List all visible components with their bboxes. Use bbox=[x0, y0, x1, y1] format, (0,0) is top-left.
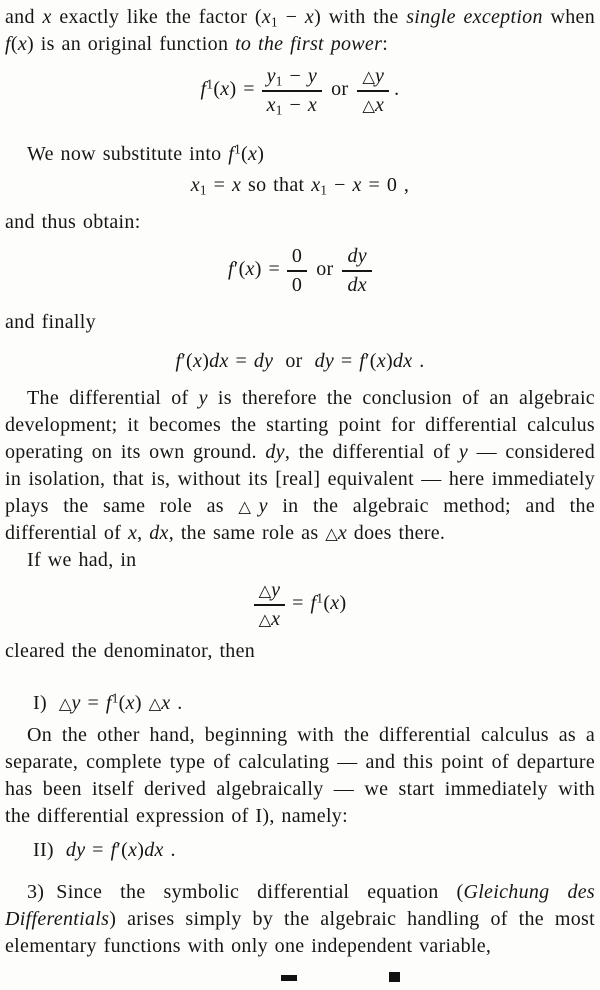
fraction-denominator: △x bbox=[362, 94, 385, 117]
fraction-denominator: 0 bbox=[291, 274, 303, 297]
paragraph-thus-obtain: and thus obtain: bbox=[5, 210, 141, 233]
equation-differential-dy: f′(x)dx = dy or dy = f′(x)dx . bbox=[175, 349, 425, 372]
fraction-dy-dx bbox=[342, 244, 371, 297]
scan-artifact-next-line-fragment bbox=[281, 975, 297, 981]
fraction-delta-ratio bbox=[254, 578, 286, 631]
equation-I: I) △y = $f^1(x)$ △x . bbox=[33, 690, 183, 715]
math-rhs: = $f^1(x)$ bbox=[285, 589, 347, 614]
paragraph-differential-of-y: The differential of y is therefore the conclusion of an algebraic development; it becomes the starting point for differential calculus operating on its own ground. dy, the differential of y — considered in isolation, that is, without its [real] equivalent — here immediately plays the same role as △y in the algebraic method; and the differential of x, dx, the same role as △x does there. bbox=[5, 386, 596, 544]
paragraph-point-3: 3) Since the symbolic differential equation (Gleichung des Differentials) arises simply by the algebraic handling of the most elementary functions with only one independent variable, bbox=[5, 881, 595, 958]
fraction-numerator: 0 bbox=[287, 244, 307, 272]
period-mark: . bbox=[394, 77, 400, 100]
fraction-finite-difference bbox=[262, 64, 322, 117]
math-lhs: f′(x) = bbox=[228, 257, 287, 280]
math-lhs: $f^1(x)$ = bbox=[200, 76, 262, 100]
paragraph-on-the-other-hand: On the other hand, beginning with the differential calculus as a separate, complete type of calculating — and this point of departure has been itself derived algebraically — we start immediately with the differential expression of I), namely: bbox=[5, 724, 595, 828]
fraction-numerator: △y bbox=[357, 64, 389, 92]
fraction-zero-over-zero bbox=[287, 244, 307, 297]
fraction-numerator: dy bbox=[342, 244, 371, 272]
paragraph-intro: and x exactly like the factor $(x_1 - x)$ with the single exception when f(x) is an original function to the first power: bbox=[5, 6, 596, 55]
fraction-denominator: dx bbox=[347, 274, 367, 297]
paragraph-if-we-had: If we had, in bbox=[27, 548, 137, 571]
paragraph-cleared-denominator: cleared the denominator, then bbox=[5, 640, 256, 663]
paragraph-substitute: We now substitute into $f^1(x)$ bbox=[27, 141, 265, 165]
fraction-denominator: $x_1 - x$ bbox=[266, 94, 318, 119]
formula-first-derivative bbox=[5, 64, 595, 117]
equation-x1-substitution: $x_1 = x$ so that $x_1 - x = 0$ , bbox=[190, 173, 410, 198]
fraction-denominator: △x bbox=[258, 607, 281, 630]
fraction-numerator: △y bbox=[254, 578, 286, 606]
equation-II: II) dy = f′(x)dx . bbox=[33, 839, 176, 862]
or-label: or bbox=[331, 77, 349, 100]
paragraph-and-finally: and finally bbox=[5, 310, 96, 333]
fraction-delta-ratio bbox=[357, 64, 389, 117]
scan-artifact-next-line-fragment bbox=[389, 972, 400, 982]
formula-delta-ratio-equals-f1x bbox=[5, 578, 595, 631]
or-label: or bbox=[316, 257, 334, 280]
formula-zero-over-zero bbox=[5, 244, 595, 297]
fraction-numerator: $y_1 - y$ bbox=[262, 64, 322, 92]
